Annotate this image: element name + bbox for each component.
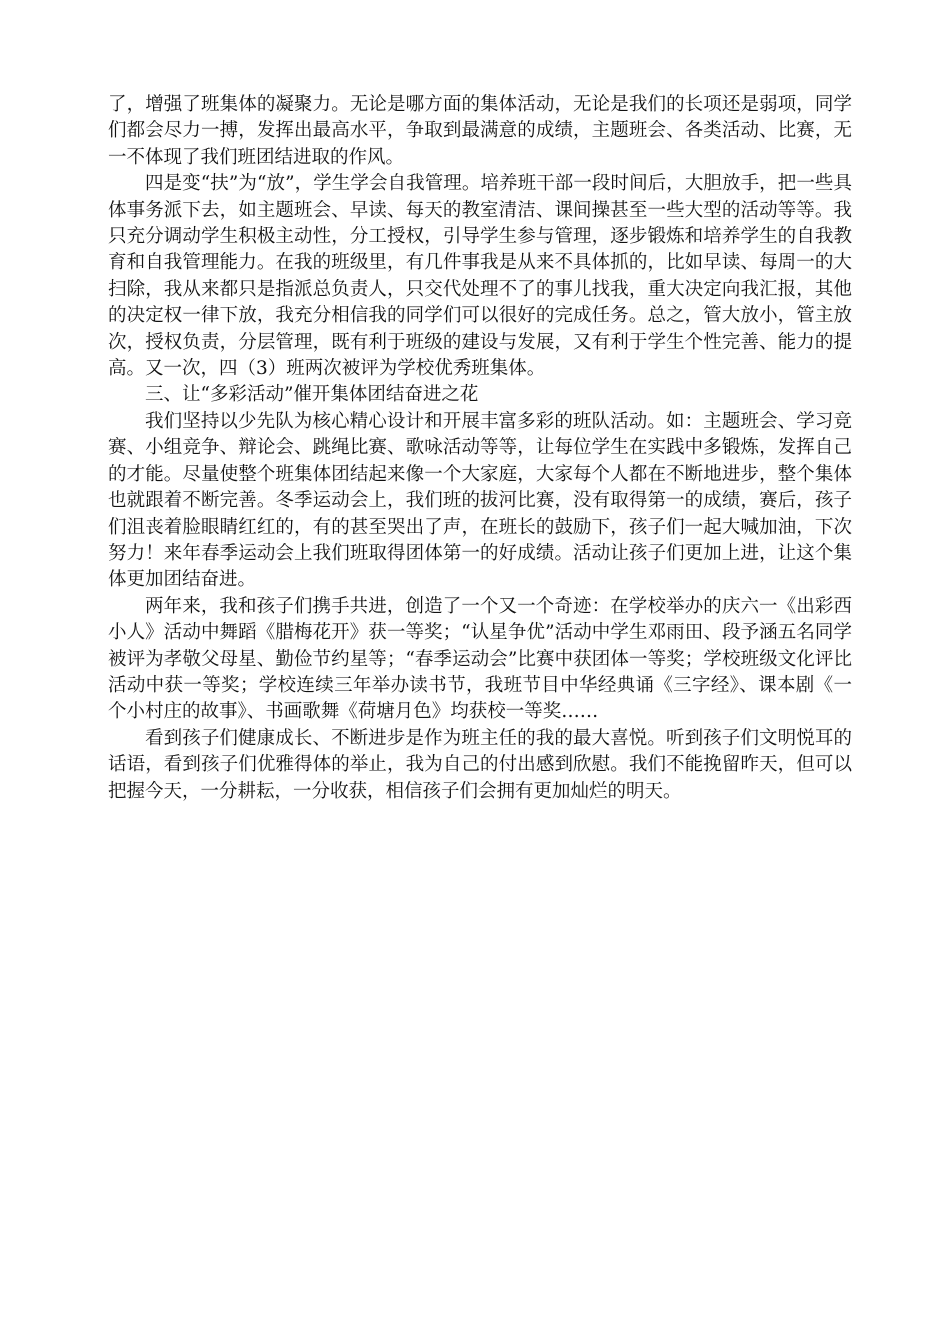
paragraph-continuation: 了，增强了班集体的凝聚力。无论是哪方面的集体活动，无论是我们的长项还是弱项，同学们都会尽力一搏，发挥出最高水平，争取到最满意的成绩，主题班会、各类活动、比赛，无一不体现了我们班团结进取的作风。 — [108, 94, 852, 168]
section-heading-activities: 三、让“多彩活动”催开集体团结奋进之花 — [145, 384, 479, 406]
paragraph-self-management: 四是变“扶”为“放”，学生学会自我管理。培养班干部一段时间后，大胆放手，把一些具体事务派下去，如主题班会、早读、每天的教室清洁、课间操甚至一些大型的活动等等。我只充分调动学生积极主动性，分工授权，引导学生参与管理，逐步锻炼和培养学生的自我教育和自我管理能力。在我的班级里，有几件事我是从来不具体抓的，比如早读、每周一的大扫除，我从来都只是指派总负责人，只交代处理不了的事儿找我，重大决定向我汇报，其他的决定权一律下放，我充分相信我的同学们可以很好的完成任务。总之，管大放小，管主放次，授权负责，分层管理，既有利于班级的建设与发展，又有利于学生个性完善、能力的提高。又一次，四（3）班两次被评为学校优秀班集体。 — [108, 173, 852, 380]
paragraph-conclusion: 看到孩子们健康成长、不断进步是作为班主任的我的最大喜悦。听到孩子们文明悦耳的话语，看到孩子们优雅得体的举止，我为自己的付出感到欣慰。我们不能挽留昨天，但可以把握今天，一分耕耘，一分收获，相信孩子们会拥有更加灿烂的明天。 — [108, 727, 852, 802]
paragraph-activities: 我们坚持以少先队为核心精心设计和开展丰富多彩的班队活动。如：主题班会、学习竞赛、小组竞争、辩论会、跳绳比赛、歌咏活动等等，让每位学生在实践中多锻炼，发挥自己的才能。尽量使整个班集体团结起来像一个大家庭，大家每个人都在不断地进步，整个集体也就跟着不断完善。冬季运动会上，我们班的拔河比赛，没有取得第一的成绩，赛后，孩子们沮丧着脸眼睛红红的，有的甚至哭出了声，在班长的鼓励下，孩子们一起大喊加油，下次努力！来年春季运动会上我们班取得团体第一的好成绩。活动让孩子们更加上进，让这个集体更加团结奋进。 — [108, 410, 852, 591]
paragraph-achievements: 两年来，我和孩子们携手共进，创造了一个又一个奇迹：在学校举办的庆六一《出彩西小人》活动中舞蹈《腊梅花开》获一等奖；“认星争优”活动中学生邓雨田、段予涵五名同学被评为孝敬父母星、勤俭节约星等；“春季运动会”比赛中获团体一等奖；学校班级文化评比活动中获一等奖；学校连续三年举办读书节，我班节目中华经典诵《三字经》、课本剧《一个小村庄的故事》、书画歌舞《荷塘月色》均获校一等奖…… — [108, 595, 852, 723]
document-body — [108, 92, 852, 805]
